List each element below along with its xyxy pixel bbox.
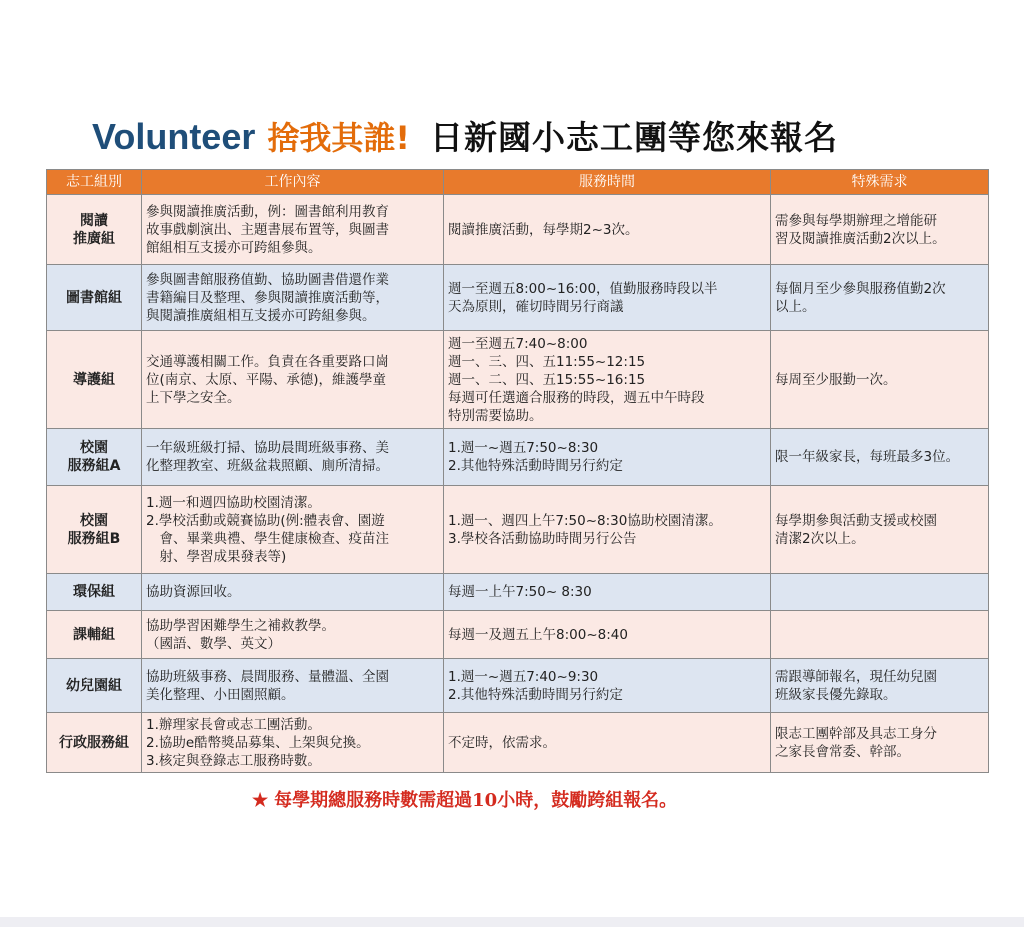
- cell-line: 與閱讀推廣組相互支援亦可跨組參與。: [146, 307, 376, 324]
- cell-line: 習及閱讀推廣活動2次以上。: [775, 230, 946, 247]
- cell-line: 書籍編目及整理、參與閱讀推廣活動等，: [146, 289, 389, 306]
- table-row: [47, 574, 989, 611]
- cell-needs: [771, 265, 989, 331]
- cell-content: [142, 611, 444, 659]
- cell-line: 上下學之安全。: [146, 389, 241, 406]
- cell-line: 清潔2次以上。: [775, 530, 865, 547]
- cell-content: [142, 265, 444, 331]
- cell-line: 1.週一~週五7:50~8:30: [448, 440, 599, 456]
- cell-line: 每個月至少參與服務值勤2次: [775, 280, 946, 297]
- header-group: 志工組別: [47, 170, 142, 195]
- cell-needs: [771, 713, 989, 773]
- table-row: [47, 195, 989, 265]
- cell-line: 之家長會常委、幹部。: [775, 743, 910, 760]
- cell-line: （國語、數學、英文）: [146, 635, 281, 652]
- cell-needs: [771, 486, 989, 574]
- table-row: [47, 659, 989, 713]
- cell-line: 交通導護相關工作。負責在各重要路口崗: [146, 353, 389, 370]
- cell-group: [47, 265, 142, 331]
- bottom-strip: [0, 917, 1024, 927]
- header-content: 工作內容: [142, 170, 444, 195]
- cell-line: 校園: [80, 440, 108, 456]
- table-row: [47, 429, 989, 486]
- cell-line: 2.協助e酷幣獎品募集、上架與兌換。: [146, 734, 370, 751]
- title-volunteer: Volunteer: [92, 116, 256, 157]
- cell-group: [47, 195, 142, 265]
- cell-time: [444, 611, 771, 659]
- cell-line: 班級家長優先錄取。: [775, 686, 897, 703]
- cell-line: 導護組: [73, 371, 115, 388]
- cell-content: [142, 331, 444, 429]
- cell-needs: [771, 429, 989, 486]
- cell-line: 服務組A: [67, 458, 121, 474]
- cell-group: [47, 486, 142, 574]
- cell-line: 不定時，依需求。: [448, 734, 556, 751]
- cell-line: 每週可任選適合服務的時段，週五中午時段: [448, 389, 705, 406]
- cell-line: 協助學習困難學生之補救教學。: [146, 617, 335, 634]
- cell-content: [142, 429, 444, 486]
- table-row: [47, 331, 989, 429]
- cell-line: 1.週一和週四協助校園清潔。: [146, 494, 321, 511]
- cell-line: 天為原則，確切時間另行商議: [448, 298, 624, 315]
- footnote-text: 每學期總服務時數需超過10小時，鼓勵跨組報名。: [274, 790, 678, 811]
- cell-content: [142, 659, 444, 713]
- cell-line: 週一至週五8:00~16:00，值勤服務時段以半: [448, 280, 718, 297]
- cell-content: [142, 713, 444, 773]
- cell-line: 特別需要協助。: [448, 407, 543, 424]
- cell-group: [47, 713, 142, 773]
- cell-needs: [771, 611, 989, 659]
- cell-line: 館組相互支援亦可跨組參與。: [146, 239, 322, 256]
- cell-line: 以上。: [775, 298, 816, 315]
- cell-line: 週一、三、四、五11:55~12:15: [448, 353, 646, 370]
- cell-needs: [771, 659, 989, 713]
- cell-time: [444, 574, 771, 611]
- cell-group: [47, 429, 142, 486]
- star-icon: ★: [252, 790, 269, 811]
- cell-line: 參與圖書館服務值勤、協助圖書借還作業: [146, 271, 389, 288]
- cell-line: 位(南京、太原、平陽、承德)，維護學童: [146, 371, 387, 388]
- cell-line: 2.其他特殊活動時間另行約定: [448, 686, 623, 703]
- cell-line: 一年級班級打掃、協助晨間班級事務、美: [146, 440, 389, 456]
- table-row: [47, 611, 989, 659]
- cell-line: 參與閱讀推廣活動，例：圖書館利用教育: [146, 203, 389, 220]
- cell-line: 週一、二、四、五15:55~16:15: [448, 371, 646, 388]
- cell-line: 限志工團幹部及具志工身分: [775, 725, 937, 742]
- cell-line: 環保組: [73, 584, 115, 600]
- cell-line: 行政服務組: [59, 734, 129, 751]
- cell-time: [444, 713, 771, 773]
- cell-line: 閱讀推廣活動，每學期2~3次。: [448, 221, 639, 238]
- cell-line: 3.學校各活動協助時間另行公告: [448, 530, 637, 547]
- title-main: 日新國小志工團等您來報名: [429, 118, 838, 157]
- cell-line: 幼兒園組: [66, 677, 122, 694]
- cell-line: 每周至少服勤一次。: [775, 371, 897, 388]
- cell-line: 會、畢業典禮、學生健康檢查、疫苗注: [146, 530, 389, 547]
- page-title: [92, 112, 952, 168]
- cell-line: 圖書館組: [66, 289, 122, 306]
- table-row: [47, 713, 989, 773]
- cell-line: 需參與每學期辦理之增能研: [775, 212, 937, 229]
- cell-line: 2.其他特殊活動時間另行約定: [448, 458, 623, 474]
- cell-needs: [771, 331, 989, 429]
- cell-line: 1.辦理家長會或志工團活動。: [146, 716, 321, 733]
- cell-time: [444, 486, 771, 574]
- cell-line: 每學期參與活動支援或校園: [775, 512, 937, 529]
- cell-group: [47, 331, 142, 429]
- volunteer-table: [46, 169, 989, 773]
- cell-line: 每週一及週五上午8:00~8:40: [448, 626, 628, 643]
- cell-line: 故事戲劇演出、主題書展布置等，與圖書: [146, 221, 389, 238]
- title-exclaim: 捨我其誰!: [267, 119, 410, 157]
- cell-line: 1.週一、週四上午7:50~8:30協助校園清潔。: [448, 512, 722, 529]
- header-needs: 特殊需求: [771, 170, 989, 195]
- cell-line: 3.核定與登錄志工服務時數。: [146, 752, 321, 769]
- cell-line: 服務組B: [67, 530, 121, 547]
- cell-line: 1.週一~週五7:40~9:30: [448, 668, 599, 685]
- cell-time: [444, 265, 771, 331]
- table-row: [47, 265, 989, 331]
- table-header-row: [47, 170, 989, 195]
- cell-line: 2.學校活動或競賽協助(例:體表會、園遊: [146, 512, 385, 529]
- cell-line: 限一年級家長，每班最多3位。: [775, 449, 960, 465]
- cell-time: [444, 195, 771, 265]
- cell-line: 協助班級事務、晨間服務、量體溫、全園: [146, 668, 389, 685]
- cell-line: 推廣組: [73, 230, 115, 247]
- cell-line: 課輔組: [73, 626, 115, 643]
- cell-content: [142, 195, 444, 265]
- cell-needs: [771, 574, 989, 611]
- cell-line: 射、學習成果發表等): [146, 548, 287, 565]
- cell-time: [444, 659, 771, 713]
- cell-group: [47, 659, 142, 713]
- cell-line: 化整理教室、班級盆栽照顧、廁所清掃。: [146, 458, 389, 474]
- footnote: [252, 786, 812, 816]
- table-row: [47, 486, 989, 574]
- cell-needs: [771, 195, 989, 265]
- cell-line: 美化整理、小田園照顧。: [146, 686, 295, 703]
- cell-line: 週一至週五7:40~8:00: [448, 335, 588, 352]
- cell-line: 校園: [80, 512, 108, 529]
- cell-content: [142, 486, 444, 574]
- cell-group: [47, 574, 142, 611]
- cell-line: 協助資源回收。: [146, 584, 241, 600]
- cell-line: 閱讀: [80, 212, 108, 229]
- cell-time: [444, 429, 771, 486]
- header-time: 服務時間: [444, 170, 771, 195]
- cell-time: [444, 331, 771, 429]
- cell-content: [142, 574, 444, 611]
- cell-line: 每週一上午7:50~ 8:30: [448, 584, 592, 600]
- cell-group: [47, 611, 142, 659]
- cell-line: 需跟導師報名，現任幼兒園: [775, 668, 937, 685]
